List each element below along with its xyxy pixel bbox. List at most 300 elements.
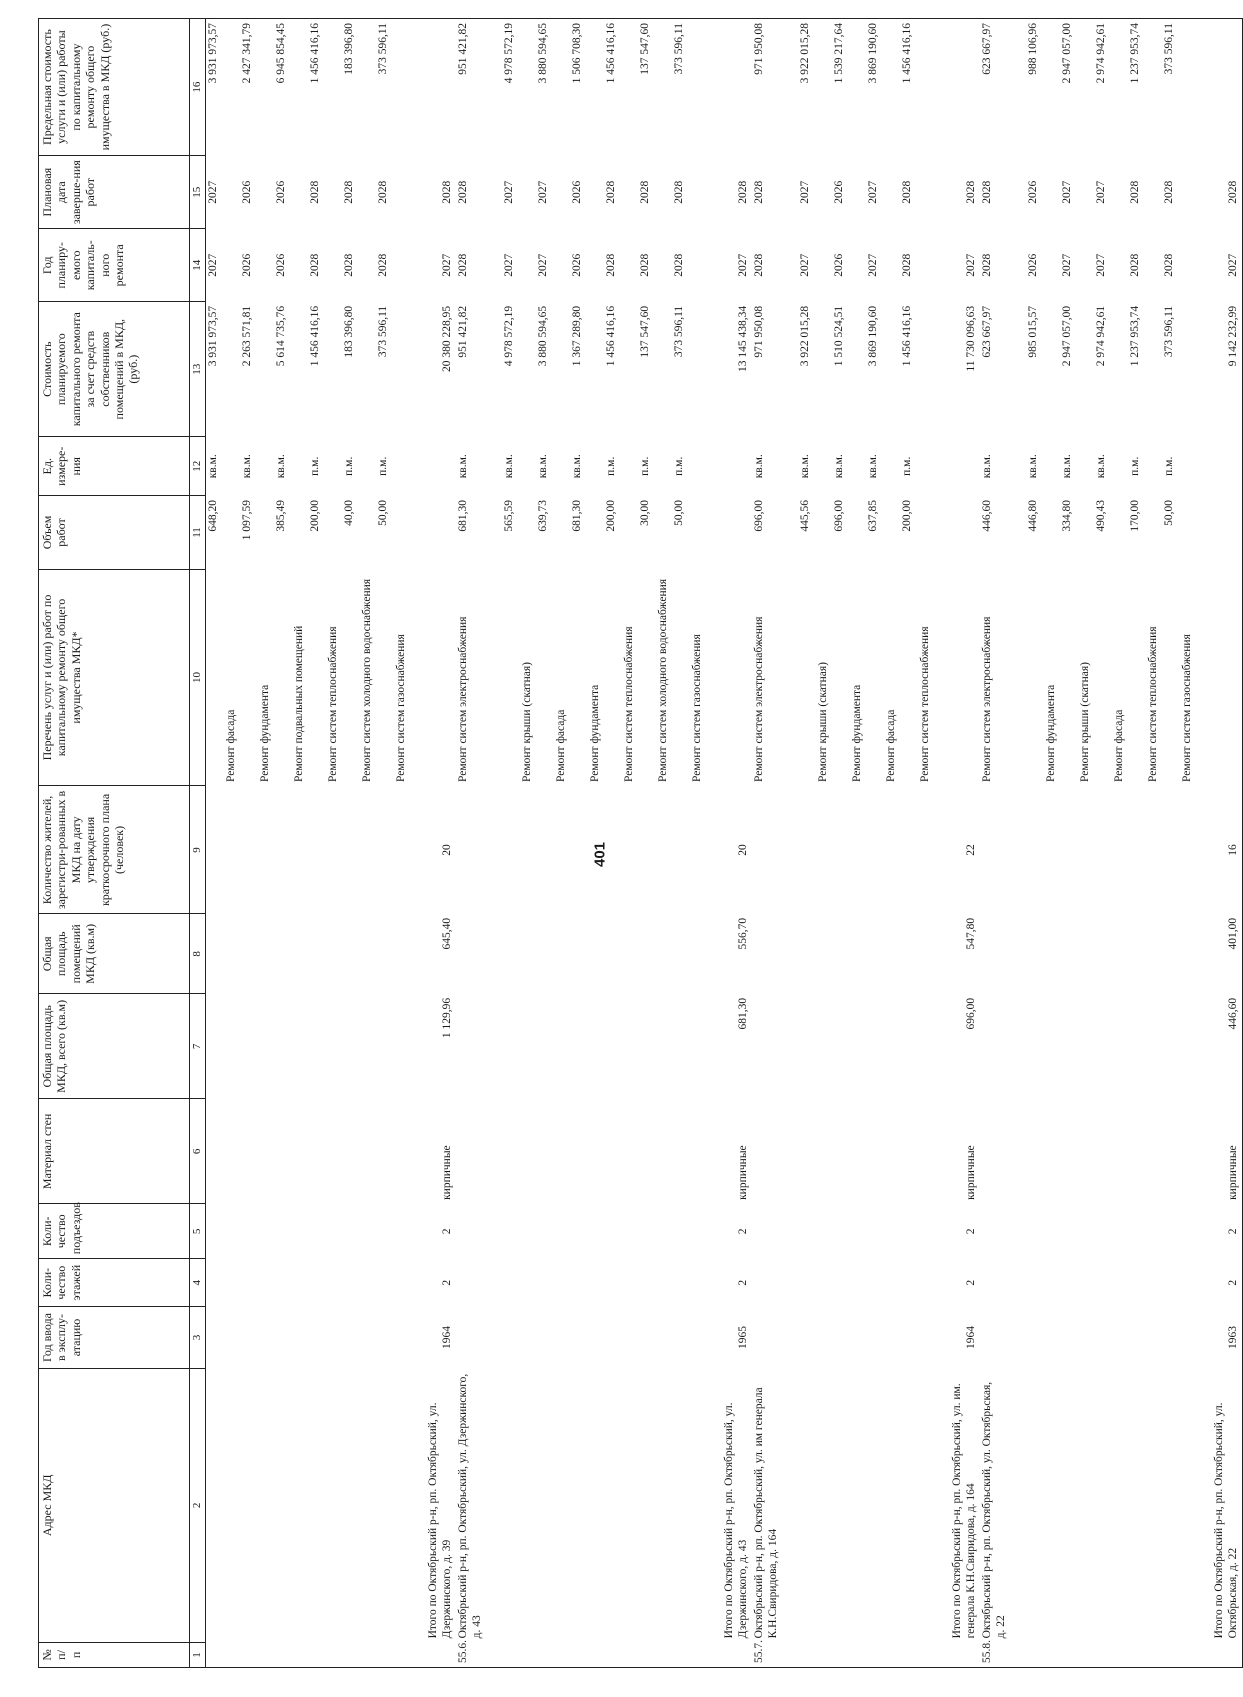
table-cell: 30,00 [639, 499, 651, 526]
table-cell: 2028 [343, 253, 355, 277]
table-cell [832, 1259, 866, 1307]
address-row [980, 19, 1026, 1668]
table-cell [376, 1204, 410, 1259]
table-cell [1128, 994, 1162, 1099]
table-cell: 556,70 [737, 917, 750, 950]
column-header: Адрес МКД [39, 1368, 190, 1642]
table-cell: 1 097,59 [241, 499, 253, 541]
table-cell: Ремонт фундамента [851, 684, 864, 782]
table-cell [376, 914, 410, 994]
table-cell: 2027 [537, 180, 549, 204]
table-cell [308, 1642, 342, 1667]
table-cell [456, 1204, 502, 1259]
table-cell [1026, 994, 1060, 1099]
column-header: Общая площадь помещений МКД (кв.м) [39, 914, 190, 994]
table-cell: кирпичные [441, 1145, 454, 1200]
table-cell [206, 1642, 241, 1667]
table-cell: 2028 [639, 253, 651, 277]
table-cell: Ремонт систем газоснабжения [691, 634, 704, 782]
table-cell: Итого по Октябрьский р-н, рп. Октябрьский, ул. Дзержинского, д. 43 [723, 1402, 750, 1639]
table-cell [604, 1204, 638, 1259]
column-number: 6 [190, 1099, 206, 1204]
table-cell: Ремонт подвальных помещений [293, 625, 306, 782]
table-cell: 137 547,60 [639, 305, 651, 358]
table-cell [274, 1204, 308, 1259]
table-cell: 2027 [1095, 180, 1107, 204]
table-cell [832, 786, 866, 914]
table-cell [1094, 1099, 1128, 1204]
work-row [638, 19, 672, 1668]
work-row [376, 19, 410, 1668]
table-cell: 2028 [673, 180, 685, 204]
table-cell [1162, 1307, 1196, 1369]
table-cell: кв.м. [799, 454, 811, 479]
column-number: 9 [190, 786, 206, 914]
table-cell [980, 1307, 1026, 1369]
table-cell: 55.8. [980, 1642, 1026, 1667]
table-cell: 951 421,82 [456, 19, 502, 156]
table-cell: 50,00 [673, 499, 685, 526]
table-cell [206, 1368, 241, 1642]
table-cell: 2028 [605, 180, 617, 204]
table-cell: 3 880 594,65 [537, 305, 549, 367]
table-cell: Ремонт фундамента [589, 684, 602, 782]
table-cell: 2 [441, 1228, 454, 1235]
table-cell [934, 19, 980, 156]
table-cell [672, 914, 706, 994]
table-cell [1128, 1099, 1162, 1204]
table-cell [456, 1259, 502, 1307]
table-cell [376, 1099, 410, 1204]
table-cell: 2027 [503, 253, 515, 277]
table-cell: Ремонт фасада [225, 709, 238, 782]
table-cell [1094, 786, 1128, 914]
table-cell [1094, 994, 1128, 1099]
table-cell: 2027 [799, 253, 811, 277]
table-cell [866, 1099, 900, 1204]
table-cell [308, 1259, 342, 1307]
table-cell [206, 914, 241, 994]
table-cell: 2026 [241, 253, 253, 277]
table-cell: 5 614 735,76 [275, 305, 287, 367]
table-cell: 2028 [753, 253, 765, 277]
table-cell [1026, 914, 1060, 994]
table-cell: 2027 [1196, 229, 1243, 302]
column-header: Плановая дата заверше-ния работ [39, 156, 190, 229]
table-cell [274, 1307, 308, 1369]
table-cell: 971 950,08 [753, 305, 765, 358]
table-cell [342, 1368, 376, 1642]
table-cell [536, 1259, 570, 1307]
table-cell: 2 974 942,61 [1095, 305, 1107, 367]
column-header: Предельная стоимость услуги и (или) работы по капитальному ремонту общего имущества в МКД (руб.) [39, 19, 190, 156]
table-cell: 2026 [1027, 253, 1039, 277]
table-cell: 2028 [377, 253, 389, 277]
table-cell [536, 786, 570, 914]
table-cell [502, 994, 536, 1099]
table-cell [570, 1259, 604, 1307]
table-cell [980, 786, 1026, 914]
table-cell [900, 914, 934, 994]
table-cell [604, 1259, 638, 1307]
table-cell: кв.м. [207, 454, 219, 479]
table-cell [604, 1642, 638, 1667]
table-cell [900, 786, 934, 914]
table-cell [604, 1099, 638, 1204]
table-cell [376, 1642, 410, 1667]
table-cell [638, 1307, 672, 1369]
table-cell [240, 1307, 274, 1369]
table-cell: 183 396,80 [342, 19, 376, 156]
table-cell [570, 1099, 604, 1204]
table-cell: 2028 [441, 180, 454, 204]
table-cell: 373 596,11 [673, 305, 685, 358]
table-cell: 681,30 [457, 499, 469, 532]
column-header: Стоимость планируемого капитального ремонта за счет средств собственников помещений в МКД, (руб.) [39, 302, 190, 437]
work-row [1060, 19, 1094, 1668]
work-row [274, 19, 308, 1668]
table-cell: 2027 [207, 180, 219, 204]
table-cell [934, 437, 980, 496]
table-cell: 2028 [639, 180, 651, 204]
table-cell: 3 931 973,57 [206, 19, 241, 156]
table-cell: 648,20 [207, 499, 219, 532]
table-cell: 2026 [1027, 180, 1039, 204]
table-cell [1128, 1259, 1162, 1307]
table-cell: 446,60 [981, 499, 993, 532]
table-cell [206, 1099, 241, 1204]
table-cell: кв.м. [241, 454, 253, 479]
table-cell [1162, 1204, 1196, 1259]
table-cell: 50,00 [1163, 499, 1175, 526]
table-cell [638, 786, 672, 914]
table-cell: Ремонт систем газоснабжения [1181, 634, 1194, 782]
table-cell [832, 1099, 866, 1204]
table-cell [706, 569, 752, 786]
table-cell: п.м. [639, 456, 651, 476]
table-cell: кв.м. [503, 454, 515, 479]
table-cell [240, 1368, 274, 1642]
table-cell [1128, 1642, 1162, 1667]
table-cell [456, 994, 502, 1099]
table-cell [1094, 1259, 1128, 1307]
work-row [308, 19, 342, 1668]
table-cell: 1 456 416,16 [604, 19, 638, 156]
table-cell: п.м. [605, 456, 617, 476]
table-cell: 2027 [1061, 253, 1073, 277]
table-cell [502, 786, 536, 914]
table-cell: 2 [441, 1279, 454, 1286]
table-cell: 2028 [343, 180, 355, 204]
column-number: 4 [190, 1259, 206, 1307]
table-cell: 2028 [1163, 180, 1175, 204]
table-cell: 2 [737, 1279, 750, 1286]
table-cell [274, 1099, 308, 1204]
column-number: 3 [190, 1307, 206, 1369]
table-cell: 2027 [441, 253, 454, 277]
table-cell [832, 1204, 866, 1259]
table-cell: 3 880 594,65 [536, 19, 570, 156]
table-cell [342, 994, 376, 1099]
table-cell [1162, 914, 1196, 994]
table-cell [1128, 1307, 1162, 1369]
table-cell: Ремонт крыши (скатная) [521, 662, 534, 782]
table-cell: п.м. [901, 456, 913, 476]
table-cell: 2027 [1061, 180, 1073, 204]
table-cell: 401,00 [1196, 914, 1243, 994]
table-cell: 2027 [867, 180, 879, 204]
table-cell [934, 496, 980, 569]
table-cell [376, 1259, 410, 1307]
table-cell [240, 1099, 274, 1204]
total-row [934, 19, 980, 1668]
table-cell: п.м. [377, 456, 389, 476]
table-cell [502, 1204, 536, 1259]
table-cell: п.м. [1129, 456, 1141, 476]
table-cell: 2 [1196, 1259, 1243, 1307]
table-cell [1162, 1368, 1196, 1642]
table-cell [1196, 437, 1243, 496]
table-cell [604, 994, 638, 1099]
table-cell [798, 1204, 832, 1259]
table-cell [274, 1642, 308, 1667]
table-cell [604, 914, 638, 994]
table-cell [604, 1307, 638, 1369]
address-row [752, 19, 798, 1668]
column-number: 14 [190, 229, 206, 302]
table-cell: 1963 [1196, 1307, 1243, 1369]
table-cell: 385,49 [275, 499, 287, 532]
table-cell: 2 [965, 1228, 978, 1235]
table-cell [1128, 914, 1162, 994]
table-cell: 681,30 [571, 499, 583, 532]
table-cell: кирпичные [737, 1145, 750, 1200]
rotated-table-container [38, 18, 1240, 1668]
table-cell: 2028 [309, 253, 321, 277]
table-cell: 137 547,60 [638, 19, 672, 156]
table-cell: 40,00 [343, 499, 355, 526]
table-cell [934, 569, 980, 786]
table-cell: 639,73 [537, 499, 549, 532]
table-cell [866, 1307, 900, 1369]
table-cell [206, 1259, 241, 1307]
table-cell [1060, 1259, 1094, 1307]
table-cell: 183 396,80 [343, 305, 355, 358]
table-cell [900, 1259, 934, 1307]
table-cell: 200,00 [901, 499, 913, 532]
table-cell: 623 667,97 [980, 19, 1026, 156]
table-cell [672, 994, 706, 1099]
table-cell [240, 994, 274, 1099]
column-header: Коли-чество этажей [39, 1259, 190, 1307]
table-cell [274, 1259, 308, 1307]
table-cell [206, 1204, 241, 1259]
table-cell [832, 1307, 866, 1369]
table-cell: 2026 [833, 253, 845, 277]
table-cell: п.м. [343, 456, 355, 476]
table-cell [502, 1259, 536, 1307]
table-cell [900, 1642, 934, 1667]
table-cell: кв.м. [571, 454, 583, 479]
table-cell: 373 596,11 [1163, 305, 1175, 358]
table-cell: 951 421,82 [457, 305, 469, 358]
table-cell [980, 1204, 1026, 1259]
table-cell [342, 1204, 376, 1259]
table-cell: кв.м. [753, 454, 765, 479]
table-cell [1060, 1204, 1094, 1259]
table-cell [502, 1368, 536, 1642]
table-cell [456, 1099, 502, 1204]
column-header: № п/п [39, 1642, 190, 1667]
table-cell: 2028 [457, 253, 469, 277]
table-cell: 1 237 953,74 [1128, 19, 1162, 156]
table-cell [752, 1259, 798, 1307]
page-number: 401 [591, 841, 609, 868]
column-number: 2 [190, 1368, 206, 1642]
table-cell: 1 456 416,16 [605, 305, 617, 367]
table-cell [308, 1099, 342, 1204]
table-cell [240, 1642, 274, 1667]
table-cell: 2028 [901, 180, 913, 204]
table-cell: 2 974 942,61 [1094, 19, 1128, 156]
table-cell [900, 1099, 934, 1204]
table-cell: 50,00 [377, 499, 389, 526]
column-header: Объем работ [39, 496, 190, 569]
table-cell [1094, 1204, 1128, 1259]
table-cell [866, 914, 900, 994]
table-cell: 22 [965, 844, 978, 856]
table-cell: 971 950,08 [752, 19, 798, 156]
work-row [342, 19, 376, 1668]
table-cell [706, 1642, 752, 1667]
table-cell: 1 367 289,80 [571, 305, 583, 367]
column-number: 12 [190, 437, 206, 496]
table-cell: 373 596,11 [1162, 19, 1196, 156]
table-cell [900, 1368, 934, 1642]
work-row [900, 19, 934, 1668]
table-cell: Итого по Октябрьский р-н, рп. Октябрьский, ул. им. генерала К.Н.Свиридова, д. 164 [951, 1383, 978, 1639]
total-row [410, 19, 456, 1668]
table-cell [866, 1368, 900, 1642]
table-cell: 373 596,11 [377, 305, 389, 358]
table-cell [752, 914, 798, 994]
column-header: Год ввода в эксплу-атацию [39, 1307, 190, 1369]
table-cell: кв.м. [457, 454, 469, 479]
table-cell: 2027 [207, 253, 219, 277]
work-row [672, 19, 706, 1668]
table-cell [832, 914, 866, 994]
table-cell: 2028 [1163, 253, 1175, 277]
table-cell: 3 869 190,60 [867, 305, 879, 367]
table-cell [206, 786, 241, 914]
table-cell [1162, 994, 1196, 1099]
table-cell [410, 437, 456, 496]
table-cell [1026, 1642, 1060, 1667]
table-cell [1128, 786, 1162, 914]
table-cell: 2028 [753, 180, 765, 204]
table-cell: 373 596,11 [376, 19, 410, 156]
table-cell [274, 914, 308, 994]
work-row [240, 19, 274, 1668]
table-cell [1162, 1099, 1196, 1204]
work-row [570, 19, 604, 1668]
table-cell: 2028 [1196, 156, 1243, 229]
table-cell: Октябрьский р-н, рп. Октябрьский, ул. им генерала К.Н.Свиридова, д. 164 [753, 1387, 779, 1639]
table-cell [342, 1642, 376, 1667]
table-cell: 2027 [867, 253, 879, 277]
address-row [456, 19, 502, 1668]
table-cell [672, 1642, 706, 1667]
table-cell: Октябрьский р-н, рп. Октябрьский, ул. Дзержинского, д. 43 [457, 1373, 483, 1639]
table-cell [570, 1307, 604, 1369]
table-cell [604, 1368, 638, 1642]
table-cell [832, 1368, 866, 1642]
table-cell: 3 922 015,28 [798, 19, 832, 156]
table-cell [502, 1099, 536, 1204]
work-row [866, 19, 900, 1668]
table-cell: 16 [1196, 786, 1243, 914]
table-cell: 2028 [457, 180, 469, 204]
table-cell: 3 931 973,57 [207, 305, 219, 367]
table-cell [274, 1368, 308, 1642]
table-cell: Ремонт систем электроснабжения [981, 616, 993, 782]
table-cell: 2 263 571,81 [241, 305, 253, 367]
table-cell: 2028 [605, 253, 617, 277]
table-cell: 334,80 [1061, 499, 1073, 532]
table-cell: 2028 [981, 180, 993, 204]
table-cell: п.м. [309, 456, 321, 476]
table-cell [672, 1099, 706, 1204]
table-cell: 2028 [981, 253, 993, 277]
capital-repair-table [38, 18, 1243, 1668]
table-cell [1128, 1204, 1162, 1259]
table-cell [752, 1307, 798, 1369]
header-row [39, 19, 190, 1668]
table-cell [832, 994, 866, 1099]
column-header: Ед. измере-ния [39, 437, 190, 496]
table-cell [832, 1642, 866, 1667]
table-cell [1026, 786, 1060, 914]
table-cell: 373 596,11 [672, 19, 706, 156]
table-cell [900, 1307, 934, 1369]
table-cell: 2027 [537, 253, 549, 277]
table-cell: 565,59 [503, 499, 515, 532]
table-cell [1196, 569, 1243, 786]
table-cell [980, 1099, 1026, 1204]
table-cell: 645,40 [441, 917, 454, 950]
table-cell [206, 994, 241, 1099]
table-cell: 988 106,96 [1026, 19, 1060, 156]
column-number: 13 [190, 302, 206, 437]
table-cell [342, 1099, 376, 1204]
table-cell [1128, 1368, 1162, 1642]
work-row [206, 19, 241, 1668]
table-cell: 637,85 [867, 499, 879, 532]
table-cell: 2028 [1129, 180, 1141, 204]
table-cell: Итого по Октябрьский р-н, рп. Октябрьский, ул. Дзержинского, д. 39 [427, 1402, 454, 1639]
table-cell: Ремонт систем теплоснабжения [623, 626, 636, 782]
table-cell [798, 1642, 832, 1667]
column-header: Общая площадь МКД, всего (кв.м) [39, 994, 190, 1099]
table-cell: 2 427 341,79 [240, 19, 274, 156]
table-cell [672, 1259, 706, 1307]
table-cell: 1 456 416,16 [900, 19, 934, 156]
table-cell [456, 1307, 502, 1369]
table-cell: 55.7. [752, 1642, 798, 1667]
table-cell: 490,43 [1095, 499, 1107, 532]
table-cell: Ремонт крыши (скатная) [1079, 662, 1092, 782]
table-cell [240, 1259, 274, 1307]
